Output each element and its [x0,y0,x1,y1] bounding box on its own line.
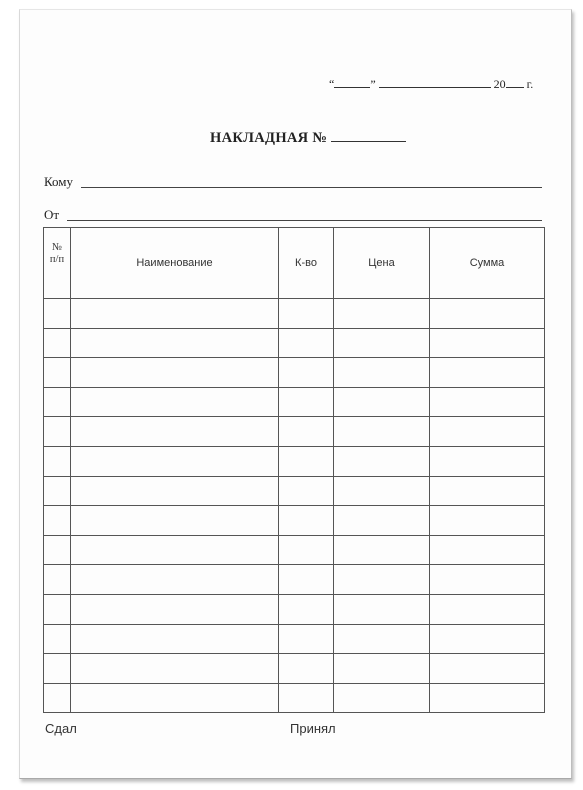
cell-sum[interactable] [430,683,545,713]
to-field-line [81,187,542,188]
cell-name[interactable] [71,654,279,684]
cell-number[interactable] [44,624,71,654]
cell-qty[interactable] [279,624,334,654]
table-row [44,417,545,447]
table-row [44,476,545,506]
table-row [44,624,545,654]
cell-sum[interactable] [430,535,545,565]
date-open-quote: “ [329,77,335,91]
cell-number[interactable] [44,683,71,713]
cell-name[interactable] [71,358,279,388]
cell-name[interactable] [71,387,279,417]
cell-name[interactable] [71,594,279,624]
cell-sum[interactable] [430,358,545,388]
table-row [44,683,545,713]
year-prefix: 20 [493,77,506,91]
cell-price[interactable] [334,476,430,506]
cell-price[interactable] [334,565,430,595]
table-row [44,358,545,388]
cell-name[interactable] [71,299,279,329]
cell-sum[interactable] [430,299,545,329]
cell-qty[interactable] [279,299,334,329]
cell-number[interactable] [44,535,71,565]
cell-sum[interactable] [430,624,545,654]
cell-name[interactable] [71,624,279,654]
col-header-name: Наименование [71,228,279,299]
col-header-sum: Сумма [430,228,545,299]
cell-name[interactable] [71,476,279,506]
document-title-text: НАКЛАДНАЯ № [210,130,328,146]
cell-name[interactable] [71,683,279,713]
cell-price[interactable] [334,594,430,624]
cell-name[interactable] [71,446,279,476]
from-label: От [44,207,60,222]
cell-price[interactable] [334,654,430,684]
cell-number[interactable] [44,417,71,447]
table-row [44,654,545,684]
cell-sum[interactable] [430,328,545,358]
cell-price[interactable] [334,417,430,447]
table-row [44,328,545,358]
cell-number[interactable] [44,506,71,536]
cell-sum[interactable] [430,506,545,536]
cell-qty[interactable] [279,594,334,624]
col-header-qty: К-во [279,228,334,299]
cell-price[interactable] [334,506,430,536]
cell-price[interactable] [334,535,430,565]
cell-price[interactable] [334,328,430,358]
cell-qty[interactable] [279,358,334,388]
document-title [210,129,406,147]
items-table [43,227,545,713]
cell-number[interactable] [44,565,71,595]
cell-sum[interactable] [430,417,545,447]
from-field-line [67,220,542,221]
cell-price[interactable] [334,299,430,329]
cell-number[interactable] [44,328,71,358]
cell-name[interactable] [71,328,279,358]
to-label: Кому [44,174,74,189]
table-row [44,446,545,476]
table-row [44,387,545,417]
year-blank [506,76,524,88]
cell-sum[interactable] [430,565,545,595]
cell-sum[interactable] [430,476,545,506]
table-row [44,565,545,595]
table-row [44,594,545,624]
day-blank [334,76,370,88]
cell-number[interactable] [44,387,71,417]
cell-number[interactable] [44,299,71,329]
cell-name[interactable] [71,506,279,536]
received-label: Принял [290,721,336,736]
cell-number[interactable] [44,594,71,624]
table-row [44,506,545,536]
cell-qty[interactable] [279,417,334,447]
cell-number[interactable] [44,446,71,476]
cell-name[interactable] [71,417,279,447]
cell-name[interactable] [71,565,279,595]
cell-sum[interactable] [430,654,545,684]
table-row [44,299,545,329]
col-header-price: Цена [334,228,430,299]
cell-qty[interactable] [279,506,334,536]
date-line [329,76,533,92]
cell-name[interactable] [71,535,279,565]
cell-sum[interactable] [430,594,545,624]
cell-qty[interactable] [279,683,334,713]
cell-sum[interactable] [430,446,545,476]
cell-qty[interactable] [279,446,334,476]
cell-number[interactable] [44,358,71,388]
cell-sum[interactable] [430,387,545,417]
cell-qty[interactable] [279,654,334,684]
table-header-row [44,228,545,299]
cell-price[interactable] [334,387,430,417]
date-close-quote: ” [370,77,376,91]
cell-qty[interactable] [279,476,334,506]
cell-qty[interactable] [279,387,334,417]
cell-number[interactable] [44,476,71,506]
year-suffix: г. [526,77,534,91]
cell-qty[interactable] [279,565,334,595]
invoice-form-sheet [19,9,572,779]
cell-price[interactable] [334,446,430,476]
table-row [44,535,545,565]
invoice-number-blank [331,129,406,142]
cell-price[interactable] [334,624,430,654]
cell-number[interactable] [44,654,71,684]
cell-qty[interactable] [279,328,334,358]
cell-qty[interactable] [279,535,334,565]
cell-price[interactable] [334,683,430,713]
cell-price[interactable] [334,358,430,388]
handed-over-label: Сдал [45,721,77,736]
month-blank [379,76,491,88]
col-header-number: № п/п [44,228,71,299]
